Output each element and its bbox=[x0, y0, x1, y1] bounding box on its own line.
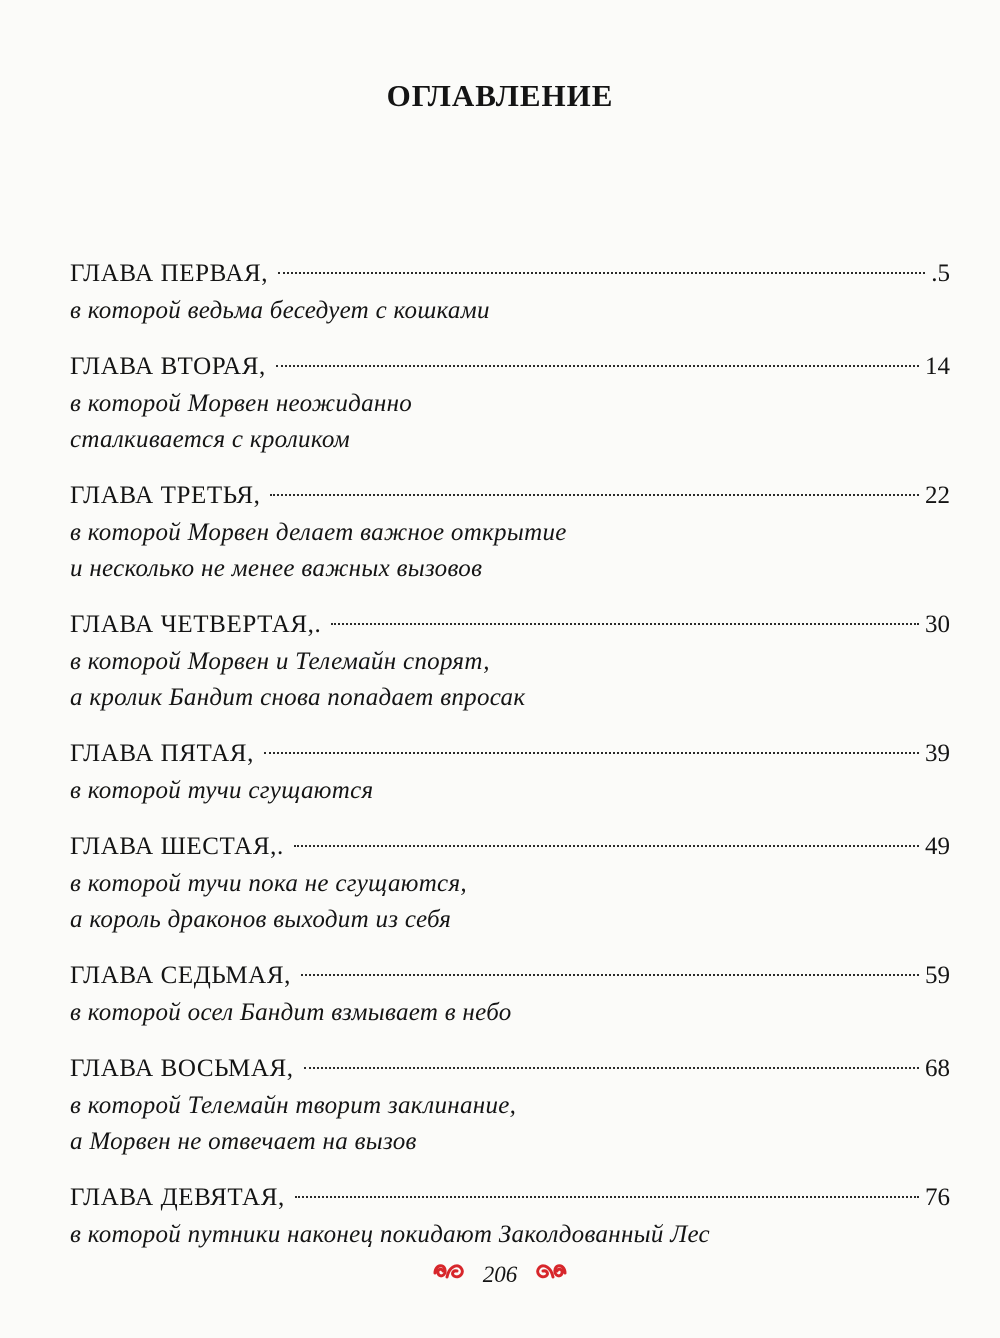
chapter-subtitle: сталкивается с кроликом bbox=[70, 426, 350, 453]
toc-entry[interactable] bbox=[70, 255, 950, 329]
dot-leader bbox=[276, 365, 919, 367]
chapter-page-number: 68 bbox=[925, 1055, 950, 1082]
chapter-subtitle: а кролик Бандит снова попадает впросак bbox=[70, 684, 526, 711]
toc-entry-heading bbox=[70, 957, 950, 995]
page-footer bbox=[0, 1262, 1000, 1290]
chapter-title: ГЛАВА ВТОРАЯ, bbox=[70, 353, 266, 380]
chapter-title: ГЛАВА ШЕСТАЯ,. bbox=[70, 833, 284, 860]
toc-entry[interactable] bbox=[70, 1179, 950, 1253]
chapter-subtitle: в которой тучи пока не сгущаются, bbox=[70, 870, 467, 897]
chapter-subtitle: в которой Морвен неожиданно bbox=[70, 390, 413, 417]
page-title: ОГЛАВЛЕНИЕ bbox=[386, 78, 614, 113]
chapter-subtitle: в которой Морвен и Телемайн спорят, bbox=[70, 648, 490, 675]
toc-entry-heading bbox=[70, 255, 950, 293]
chapter-title: ГЛАВА ЧЕТВЕРТАЯ,. bbox=[70, 611, 322, 638]
toc-entry[interactable] bbox=[70, 1050, 950, 1160]
table-of-contents bbox=[70, 255, 950, 1272]
chapter-title: ГЛАВА ПЕРВАЯ, bbox=[70, 260, 269, 287]
chapter-title: ГЛАВА ДЕВЯТАЯ, bbox=[70, 1184, 285, 1211]
chapter-page-number: 39 bbox=[925, 740, 950, 767]
toc-entry[interactable] bbox=[70, 477, 950, 587]
dot-leader bbox=[270, 494, 919, 496]
toc-entry[interactable] bbox=[70, 735, 950, 809]
chapter-subtitle: в которой Морвен делает важное открытие bbox=[70, 519, 567, 546]
chapter-page-number: 22 bbox=[925, 482, 950, 509]
chapter-page-number: 59 bbox=[925, 962, 950, 989]
page-number: 206 bbox=[482, 1262, 518, 1287]
chapter-subtitle: в которой тучи сгущаются bbox=[70, 777, 374, 804]
dot-leader bbox=[331, 623, 919, 625]
toc-entry-heading bbox=[70, 1179, 950, 1217]
toc-entry-heading bbox=[70, 606, 950, 644]
dot-leader bbox=[301, 974, 919, 976]
chapter-page-number: .5 bbox=[931, 260, 950, 287]
toc-entry[interactable] bbox=[70, 348, 950, 458]
chapter-title: ГЛАВА ПЯТАЯ, bbox=[70, 740, 254, 767]
chapter-page-number: 76 bbox=[925, 1184, 950, 1211]
chapter-subtitle: и несколько не менее важных вызовов bbox=[70, 555, 483, 582]
chapter-subtitle: а Морвен не отвечает на вызов bbox=[70, 1128, 417, 1155]
chapter-page-number: 49 bbox=[925, 833, 950, 860]
toc-entry[interactable] bbox=[70, 957, 950, 1031]
dot-leader bbox=[304, 1067, 919, 1069]
chapter-title: ГЛАВА СЕДЬМАЯ, bbox=[70, 962, 291, 989]
toc-entry-heading bbox=[70, 477, 950, 515]
chapter-subtitle: в которой ведьма беседует с кошками bbox=[70, 297, 490, 324]
chapter-title: ГЛАВА ВОСЬМАЯ, bbox=[70, 1055, 294, 1082]
dot-leader bbox=[295, 1196, 919, 1198]
chapter-subtitle: в которой Телемайн творит заклинание, bbox=[70, 1092, 517, 1119]
chapter-subtitle: в которой осел Бандит взмывает в небо bbox=[70, 999, 512, 1026]
chapter-subtitle: а король драконов выходит из себя bbox=[70, 906, 452, 933]
ornament-left-icon bbox=[433, 1261, 467, 1287]
toc-entry[interactable] bbox=[70, 828, 950, 938]
toc-entry-heading bbox=[70, 828, 950, 866]
chapter-subtitle: в которой путники наконец покидают Заколдованный Лес bbox=[70, 1221, 710, 1248]
ornament-right-icon bbox=[533, 1261, 567, 1287]
dot-leader bbox=[294, 845, 919, 847]
dot-leader bbox=[264, 752, 919, 754]
dot-leader bbox=[278, 272, 925, 274]
toc-entry[interactable] bbox=[70, 606, 950, 716]
toc-entry-heading bbox=[70, 348, 950, 386]
chapter-page-number: 30 bbox=[925, 611, 950, 638]
chapter-title: ГЛАВА ТРЕТЬЯ, bbox=[70, 482, 261, 509]
toc-entry-heading bbox=[70, 1050, 950, 1088]
toc-entry-heading bbox=[70, 735, 950, 773]
chapter-page-number: 14 bbox=[925, 353, 950, 380]
